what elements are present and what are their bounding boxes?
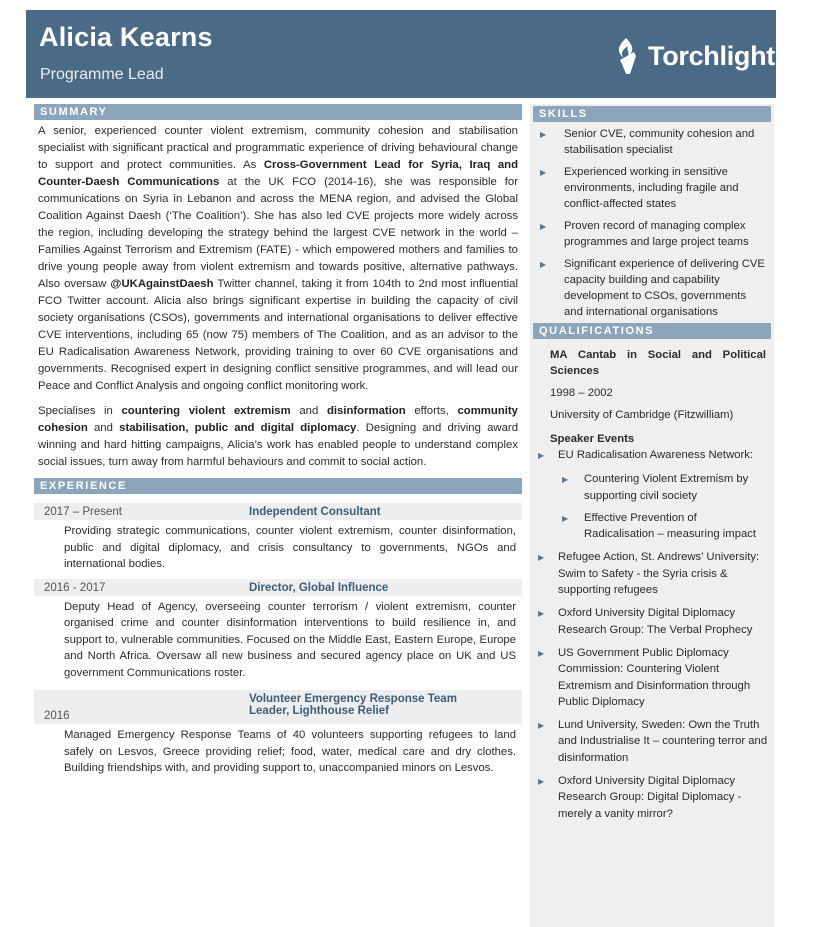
experience-title-line: Volunteer Emergency Response Team: [249, 693, 457, 705]
header-banner: [26, 10, 776, 98]
experience-description: Managed Emergency Response Teams of 40 volunteers supporting refugees to land safely on Lesvos, Greece providing relief; food, water, medical care and dry clothes. Building friendships with, and providing support to, unaccompanied minors on Lesvos.: [64, 729, 516, 774]
experience-title-line: Leader, Lighthouse Relief: [249, 705, 389, 717]
main-column: [34, 104, 522, 777]
brand-name: Torchlight: [648, 40, 775, 71]
skills-list: [530, 122, 774, 320]
skill-text: Significant experience of delivering CVE capacity building and capability development to CSOs, governments and international organisations: [564, 258, 765, 318]
triangle-bullet-icon: ▶: [538, 451, 545, 460]
summary-bold: Cross-Government Lead for Syria, Iraq and Counter-Daesh Communications: [38, 159, 519, 188]
triangle-bullet-icon: ▶: [538, 609, 545, 619]
triangle-bullet-icon: ▶: [538, 777, 545, 787]
triangle-bullet-icon: ▶: [538, 553, 545, 563]
qualifications-body: [530, 339, 774, 423]
torch-flame-icon: [612, 36, 642, 76]
list-item: [536, 717, 768, 766]
summary-text: A senior, experienced counter violent extremism, community cohesion and stabilisation specialist with significant practical and programmatic experience of driving behavioural change to support and protect communities. As: [38, 125, 518, 171]
summary-bold: community cohesion: [38, 405, 518, 434]
speaker-text: Refugee Action, St. Andrews’ University: Swim to Safety - the Syria crisis & supporting refugees: [558, 551, 760, 597]
twitter-handle: @UKAgainstDaesh: [110, 278, 214, 290]
experience-title: [249, 693, 457, 722]
speaker-text: EU Radicalisation Awareness Network:: [558, 449, 754, 461]
summary-bold: disinformation: [326, 405, 406, 417]
list-item: [536, 549, 768, 598]
brand-logo: [612, 36, 775, 76]
summary-text: and: [290, 405, 327, 417]
summary-body: [34, 120, 522, 471]
triangle-bullet-icon: ▶: [562, 475, 569, 485]
summary-text: . Designing and driving award winning and hard hitting campaigns, Alicia’s work has enabled people to understand complex social issues, turn away from harmful behaviours and commit to social action.: [38, 422, 519, 468]
qualifications-heading: QUALIFICATIONS: [533, 323, 771, 339]
list-item: [536, 645, 768, 710]
list-item: [538, 126, 766, 158]
degree: MA Cantab in Social and Political Sciences: [550, 349, 766, 377]
speaker-text: US Government Public Diplomacy Commission: Countering Violent Extremism and Disinformation through Public Diplomacy: [558, 646, 751, 708]
summary-text: efforts,: [405, 405, 458, 417]
speaker-heading: Speaker Events: [550, 433, 635, 445]
person-role: Programme Lead: [40, 66, 164, 83]
summary-text: Twitter channel, taking it from 104th to 2nd most influential FCO Twitter account. Alicia also brings significant expertise in building the capacity of civil society organisations (CSOs), governments and international organisations to deliver effective CVE interventions, including 65 (now 75) members of The Coalition, and as an advisor to the EU Radicalisation Awareness Network, providing training to over 60 CVE organisations and governments. Recognised expert in designing conflict sensitive programmes, and will lead our Peace and Conflict Analysis and ongoing conflict monitoring work.: [38, 278, 518, 392]
list-item: [560, 471, 768, 504]
institution: University of Cambridge (Fitzwilliam): [550, 409, 734, 421]
list-item: [536, 447, 768, 542]
speaker-text: Oxford University Digital Diplomacy Research Group: Digital Diplomacy - merely a vanity mirror?: [558, 775, 742, 820]
speaker-sublist: [558, 463, 768, 542]
experience-description: Deputy Head of Agency, overseeing counter terrorism / violent extremism, counter organised crime and counter disinformation interventions to build resilience in, and support to, vulnerable communities. Focused on the Middle East, Eastern Europe, Europe and North Africa. Oversaw all new business and secured agency place on UK and US government Communications roster.: [64, 600, 516, 679]
experience-date: 2017 – Present: [44, 506, 123, 518]
speaker-text: Lund University, Sweden: Own the Truth and Industrialise It – countering terror and disinformation: [558, 719, 768, 764]
person-name: Alicia Kearns: [39, 22, 213, 52]
experience-row: [34, 690, 522, 724]
summary-paragraph-2: [38, 403, 518, 471]
list-item: [536, 773, 768, 822]
summary-heading: SUMMARY: [34, 104, 522, 120]
triangle-bullet-icon: ▶: [540, 168, 547, 177]
summary-bold: countering violent extremism: [121, 405, 291, 417]
triangle-bullet-icon: ▶: [540, 222, 547, 231]
skills-heading: SKILLS: [533, 106, 771, 122]
list-item: [538, 164, 766, 212]
summary-text: Specialises in: [38, 405, 122, 417]
summary-bold: stabilisation, public and digital diplomacy: [119, 422, 357, 434]
triangle-bullet-icon: ▶: [538, 648, 545, 658]
triangle-bullet-icon: ▶: [538, 721, 545, 731]
triangle-bullet-icon: ▶: [540, 260, 547, 269]
experience-date: 2016: [44, 710, 70, 722]
experience-heading: EXPERIENCE: [34, 478, 522, 494]
triangle-bullet-icon: ▶: [540, 130, 547, 139]
list-item: [538, 256, 766, 320]
skill-text: Senior CVE, community cohesion and stabilisation specialist: [564, 128, 755, 156]
speaker-text: Effective Prevention of Radicalisation – measuring impact: [584, 511, 757, 541]
speaker-text: Countering Violent Extremism by supporting civil society: [584, 473, 749, 502]
degree-years: 1998 – 2002: [550, 387, 613, 399]
skill-text: Experienced working in sensitive environments, including fragile and conflict-affected states: [564, 166, 739, 210]
speaker-text: Oxford University Digital Diplomacy Research Group: The Verbal Prophecy: [558, 607, 753, 636]
experience-title: Director, Global Influence: [249, 581, 389, 594]
list-item: [560, 510, 768, 543]
speaker-list: [530, 447, 774, 822]
experience-row: [34, 579, 522, 596]
experience-date: 2016 - 2017: [44, 581, 106, 594]
summary-text: and: [87, 422, 120, 434]
list-item: [538, 218, 766, 250]
skill-text: Proven record of managing complex programmes and large project teams: [564, 220, 749, 248]
sidebar-column: [530, 104, 774, 927]
experience-title: Independent Consultant: [249, 506, 381, 518]
triangle-bullet-icon: ▶: [562, 513, 569, 523]
experience-description: Providing strategic communications, counter violent extremism, counter disinformation, public and digital diplomacy, and crisis consultancy to governments, NGOs and international bodies.: [64, 525, 516, 570]
summary-text: at the UK FCO (2014-16), she was responsible for communications on Syria in Lebanon and across the MENA region, and advised the Global Coalition Against Daesh (‘The Coalition’). She has also led CVE projects more widely across the region, including developing the strategy behind the largest CVE network in the world – Families Against Terrorism and Extremism (FATE) - which empowered mothers and families to drive young people away from violent extremism and towards positive, alternative pathways. Also oversaw: [38, 176, 518, 290]
experience-row: [34, 503, 522, 520]
list-item: [536, 605, 768, 638]
summary-paragraph-1: [38, 123, 518, 395]
